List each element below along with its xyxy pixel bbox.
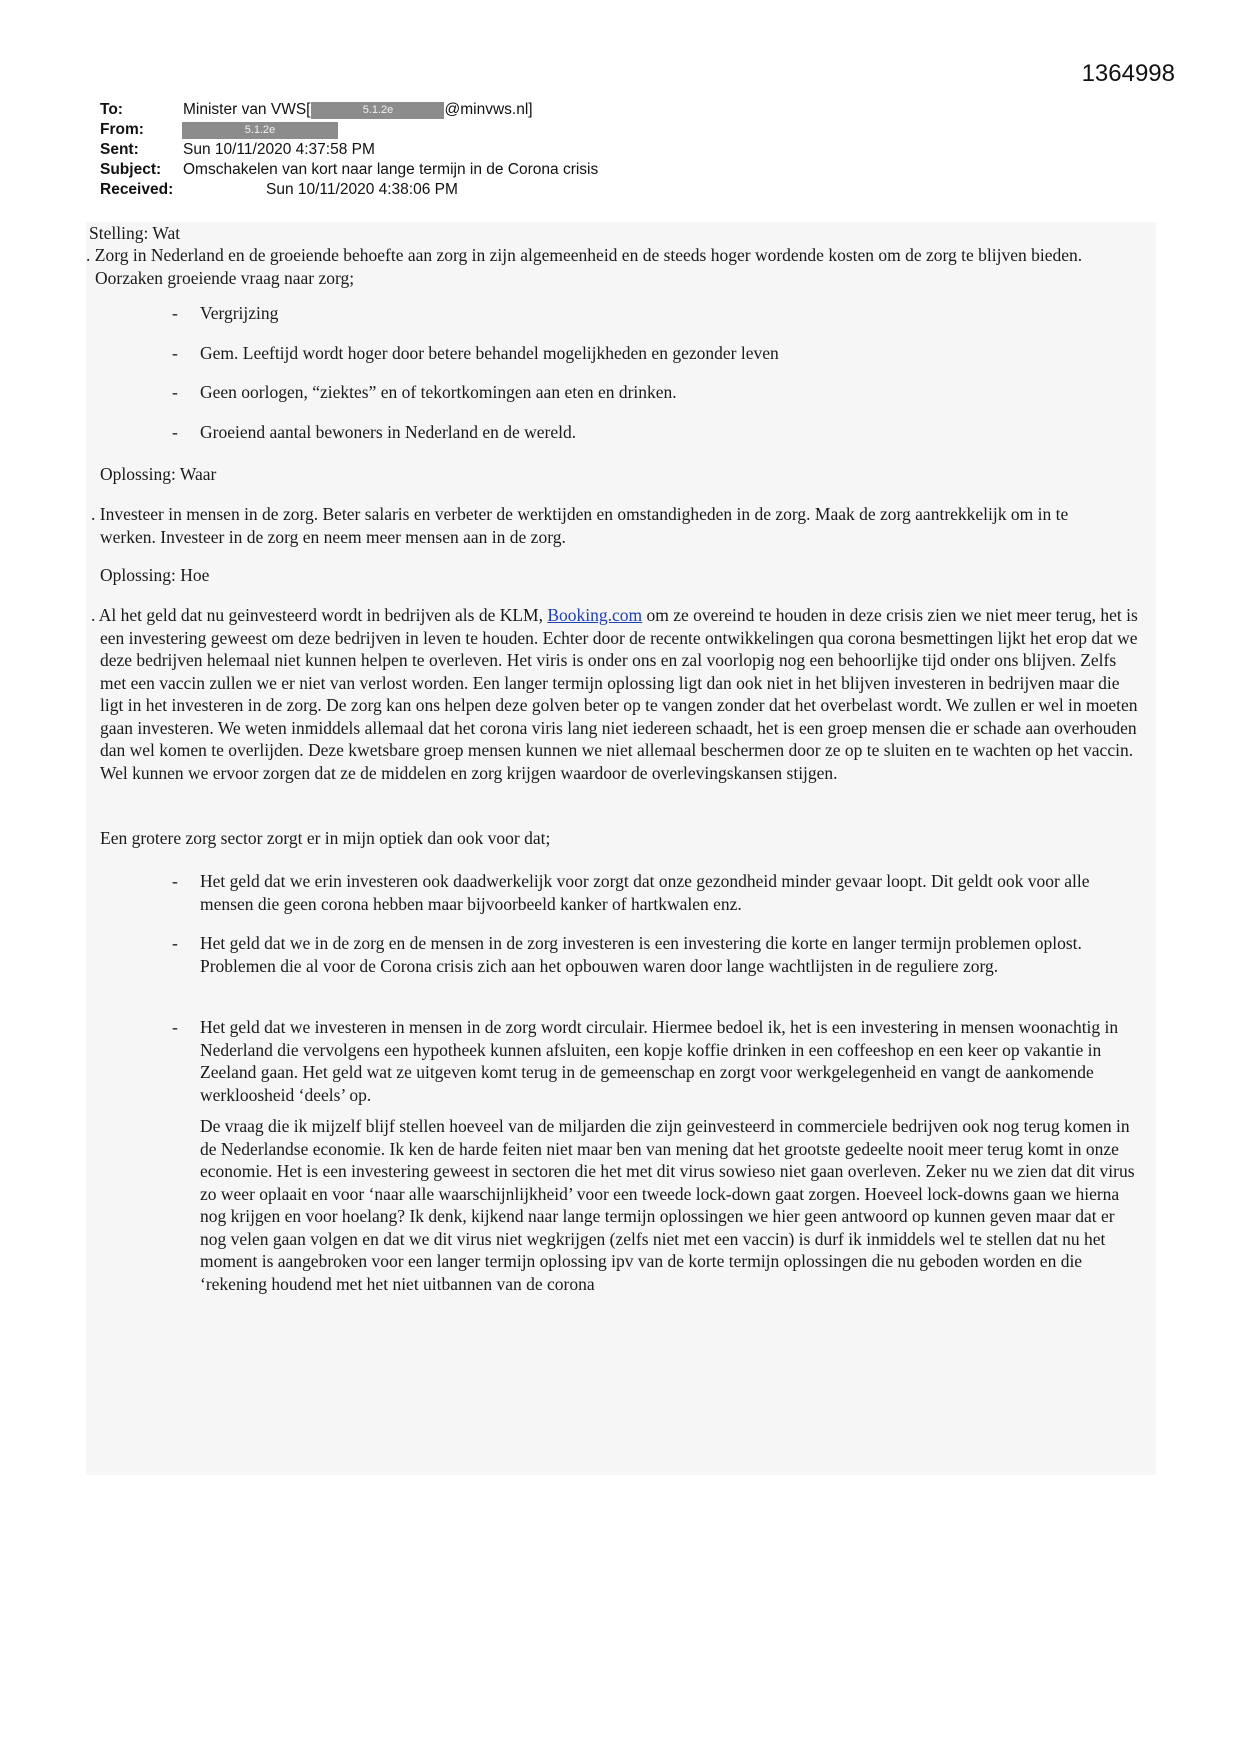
oplossing-hoe-text bbox=[91, 604, 1140, 784]
booking-link[interactable]: Booking.com bbox=[547, 605, 643, 625]
reason-text: Het geld dat we investeren in mensen in de zorg wordt circulair. Hiermee bedoel ik, het is een investering in mensen woonachtig in Nederland die vervolgens een hypotheek kunnen afsluiten, een kopje koffie drinken in een coffeeshop en een keer op vakantie in Zeeland gaan. Het geld wat ze uitgeven komt terug in de gemeenschap en zorgt voor werkgelegenheid en vangt de aankomende werkloosheid ‘deels’ op. bbox=[200, 1017, 1119, 1105]
stelling-heading: Stelling: Wat bbox=[89, 223, 181, 243]
list-item-cause bbox=[172, 302, 1160, 325]
list-item-reason bbox=[172, 870, 1140, 915]
bullet-dash: - bbox=[172, 303, 178, 323]
subject-value: Omschakelen van kort naar lange termijn in de Corona crisis bbox=[183, 161, 599, 178]
bullet-dash: - bbox=[172, 871, 178, 891]
oplossing-hoe-heading: Oplossing: Hoe bbox=[100, 565, 210, 585]
reason-text: Het geld dat we in de zorg en de mensen in de zorg investeren is een investering die korte en langer termijn problemen oplost. Problemen die al voor de Corona crisis zich aan het opbouwen waren door lange wachtlijsten in de reguliere zorg. bbox=[200, 933, 1082, 976]
cause-text: Groeiend aantal bewoners in Nederland en de wereld. bbox=[200, 422, 577, 442]
hoe-text-rest: om ze overeind te houden in deze crisis zien we niet meer terug, het is een investering geweest om deze bedrijven in leven te houden. Echter door de recente ontwikkelingen qua corona besmettingen lijkt het erop dat we deze bedrijven helemaal niet kunnen helpen te overleven. Het viris is onder ons en zal voorlopig nog een behoorlijke tijd onder ons blijven. Zelfs met een vaccin zullen we er niet van verlost worden. Een langer termijn oplossing ligt dan ook niet in het blijven investeren in bedrijven maar die ligt in het investeren in de zorg. De zorg kan ons helpen deze golven beter op te vangen zonder dat het overbelast wordt. We zullen er wel in moeten gaan investeren. We weten inmiddels allemaal dat het corona viris lang niet iedereen schaadt, het is een groep mensen die er schade aan overhouden dan wel komen te overlijden. Deze kwetsbare groep mensen kunnen we niet allemaal beschermen door ze op te sluiten en te wachten op het vaccin. Wel kunnen we ervoor zorgen dat ze de middelen en zorg krijgen waardoor de overlevingskansen stijgen. bbox=[100, 605, 1138, 783]
sent-label: Sent: bbox=[100, 141, 139, 158]
email-header bbox=[100, 100, 598, 200]
to-value-suffix: @minvws.nl] bbox=[444, 101, 533, 118]
bullet-dash: - bbox=[172, 382, 178, 402]
cause-text: Gem. Leeftijd wordt hoger door betere behandel mogelijkheden en gezonder leven bbox=[200, 343, 779, 363]
received-value: Sun 10/11/2020 4:38:06 PM bbox=[266, 181, 458, 198]
grotere-intro: Een grotere zorg sector zorgt er in mijn optiek dan ook voor dat; bbox=[100, 828, 551, 848]
cause-text: Geen oorlogen, “ziektes” en of tekortkomingen aan eten en drinken. bbox=[200, 382, 677, 402]
bullet-dash: - bbox=[172, 343, 178, 363]
subject-label: Subject: bbox=[100, 161, 162, 178]
sent-value: Sun 10/11/2020 4:37:58 PM bbox=[183, 141, 375, 158]
list-item-cause bbox=[172, 342, 1160, 365]
stelling-text: . Zorg in Nederland en de groeiende behoefte aan zorg in zijn algemeenheid en de steeds hoger wordende kosten om de zorg te blijven bieden. Oorzaken groeiende vraag naar zorg; bbox=[86, 245, 1083, 288]
to-value-prefix: Minister van VWS[ bbox=[183, 101, 311, 118]
list-item-cause bbox=[172, 421, 1160, 444]
closing-paragraph: De vraag die ik mijzelf blijf stellen hoeveel van de miljarden die zijn geinvesteerd in commerciele bedrijven ook nog terug komen in de Nederlandse economie. Ik ken de harde feiten niet maar ben van mening dat het grootste gedeelte nooit meer terug komt in onze economie. Het is een investering geweest in sectoren die het met dit virus sowieso niet gaan overleven. Zeker nu we zien dat dit virus zo weer oplaait en voor ‘naar alle waarschijnlijkheid’ voor een tweede lock-down gaat zorgen. Hoeveel lock-downs gaan we hierna nog krijgen en voor hoelang? Ik denk, kijkend naar lange termijn oplossingen we hier geen antwoord op kunnen geven maar dat er nog velen gaan volgen en dat we dit virus niet wegkrijgen (zelfs niet met een vaccin) is durf ik inmiddels wel te stellen dat nu het moment is aangebroken voor een langer termijn oplossing ipv van de korte termijn oplossingen die nu geboden worden en die ‘rekening houdend met het niet uitbannen van de corona bbox=[200, 1116, 1135, 1294]
from-label: From: bbox=[100, 121, 144, 138]
list-item-cause bbox=[172, 381, 1160, 404]
sent-row bbox=[100, 140, 598, 160]
to-value bbox=[183, 100, 533, 120]
email-body bbox=[86, 222, 1156, 1475]
to-row bbox=[100, 100, 598, 120]
to-redaction: 5.1.2e bbox=[311, 102, 444, 119]
list-item-reason bbox=[172, 1016, 1140, 1106]
hoe-text-start: . Al het geld dat nu geinvesteerd wordt in bedrijven als de KLM, bbox=[91, 605, 548, 625]
from-row bbox=[100, 120, 598, 140]
list-item-reason bbox=[172, 932, 1140, 977]
received-row bbox=[100, 180, 598, 200]
received-label: Received: bbox=[100, 181, 174, 198]
to-label: To: bbox=[100, 101, 123, 118]
reason-text: Het geld dat we erin investeren ook daadwerkelijk voor zorgt dat onze gezondheid minder gevaar loopt. Dit geldt ook voor alle mensen die geen corona hebben maar bijvoorbeeld kanker of hartkwalen enz. bbox=[200, 871, 1090, 914]
bullet-dash: - bbox=[172, 1017, 178, 1037]
document-id: 1364998 bbox=[1081, 60, 1175, 87]
oplossing-waar-text: . Investeer in mensen in de zorg. Beter salaris en verbeter de werktijden en omstandigheden in de zorg. Maak de zorg aantrekkelijk om in te werken. Investeer in de zorg en neem meer mensen aan in de zorg. bbox=[91, 504, 1069, 547]
bullet-dash: - bbox=[172, 933, 178, 953]
from-redaction: 5.1.2e bbox=[182, 122, 338, 139]
cause-text: Vergrijzing bbox=[200, 303, 279, 323]
subject-row bbox=[100, 160, 598, 180]
bullet-dash: - bbox=[172, 422, 178, 442]
oplossing-waar-heading: Oplossing: Waar bbox=[100, 464, 217, 484]
